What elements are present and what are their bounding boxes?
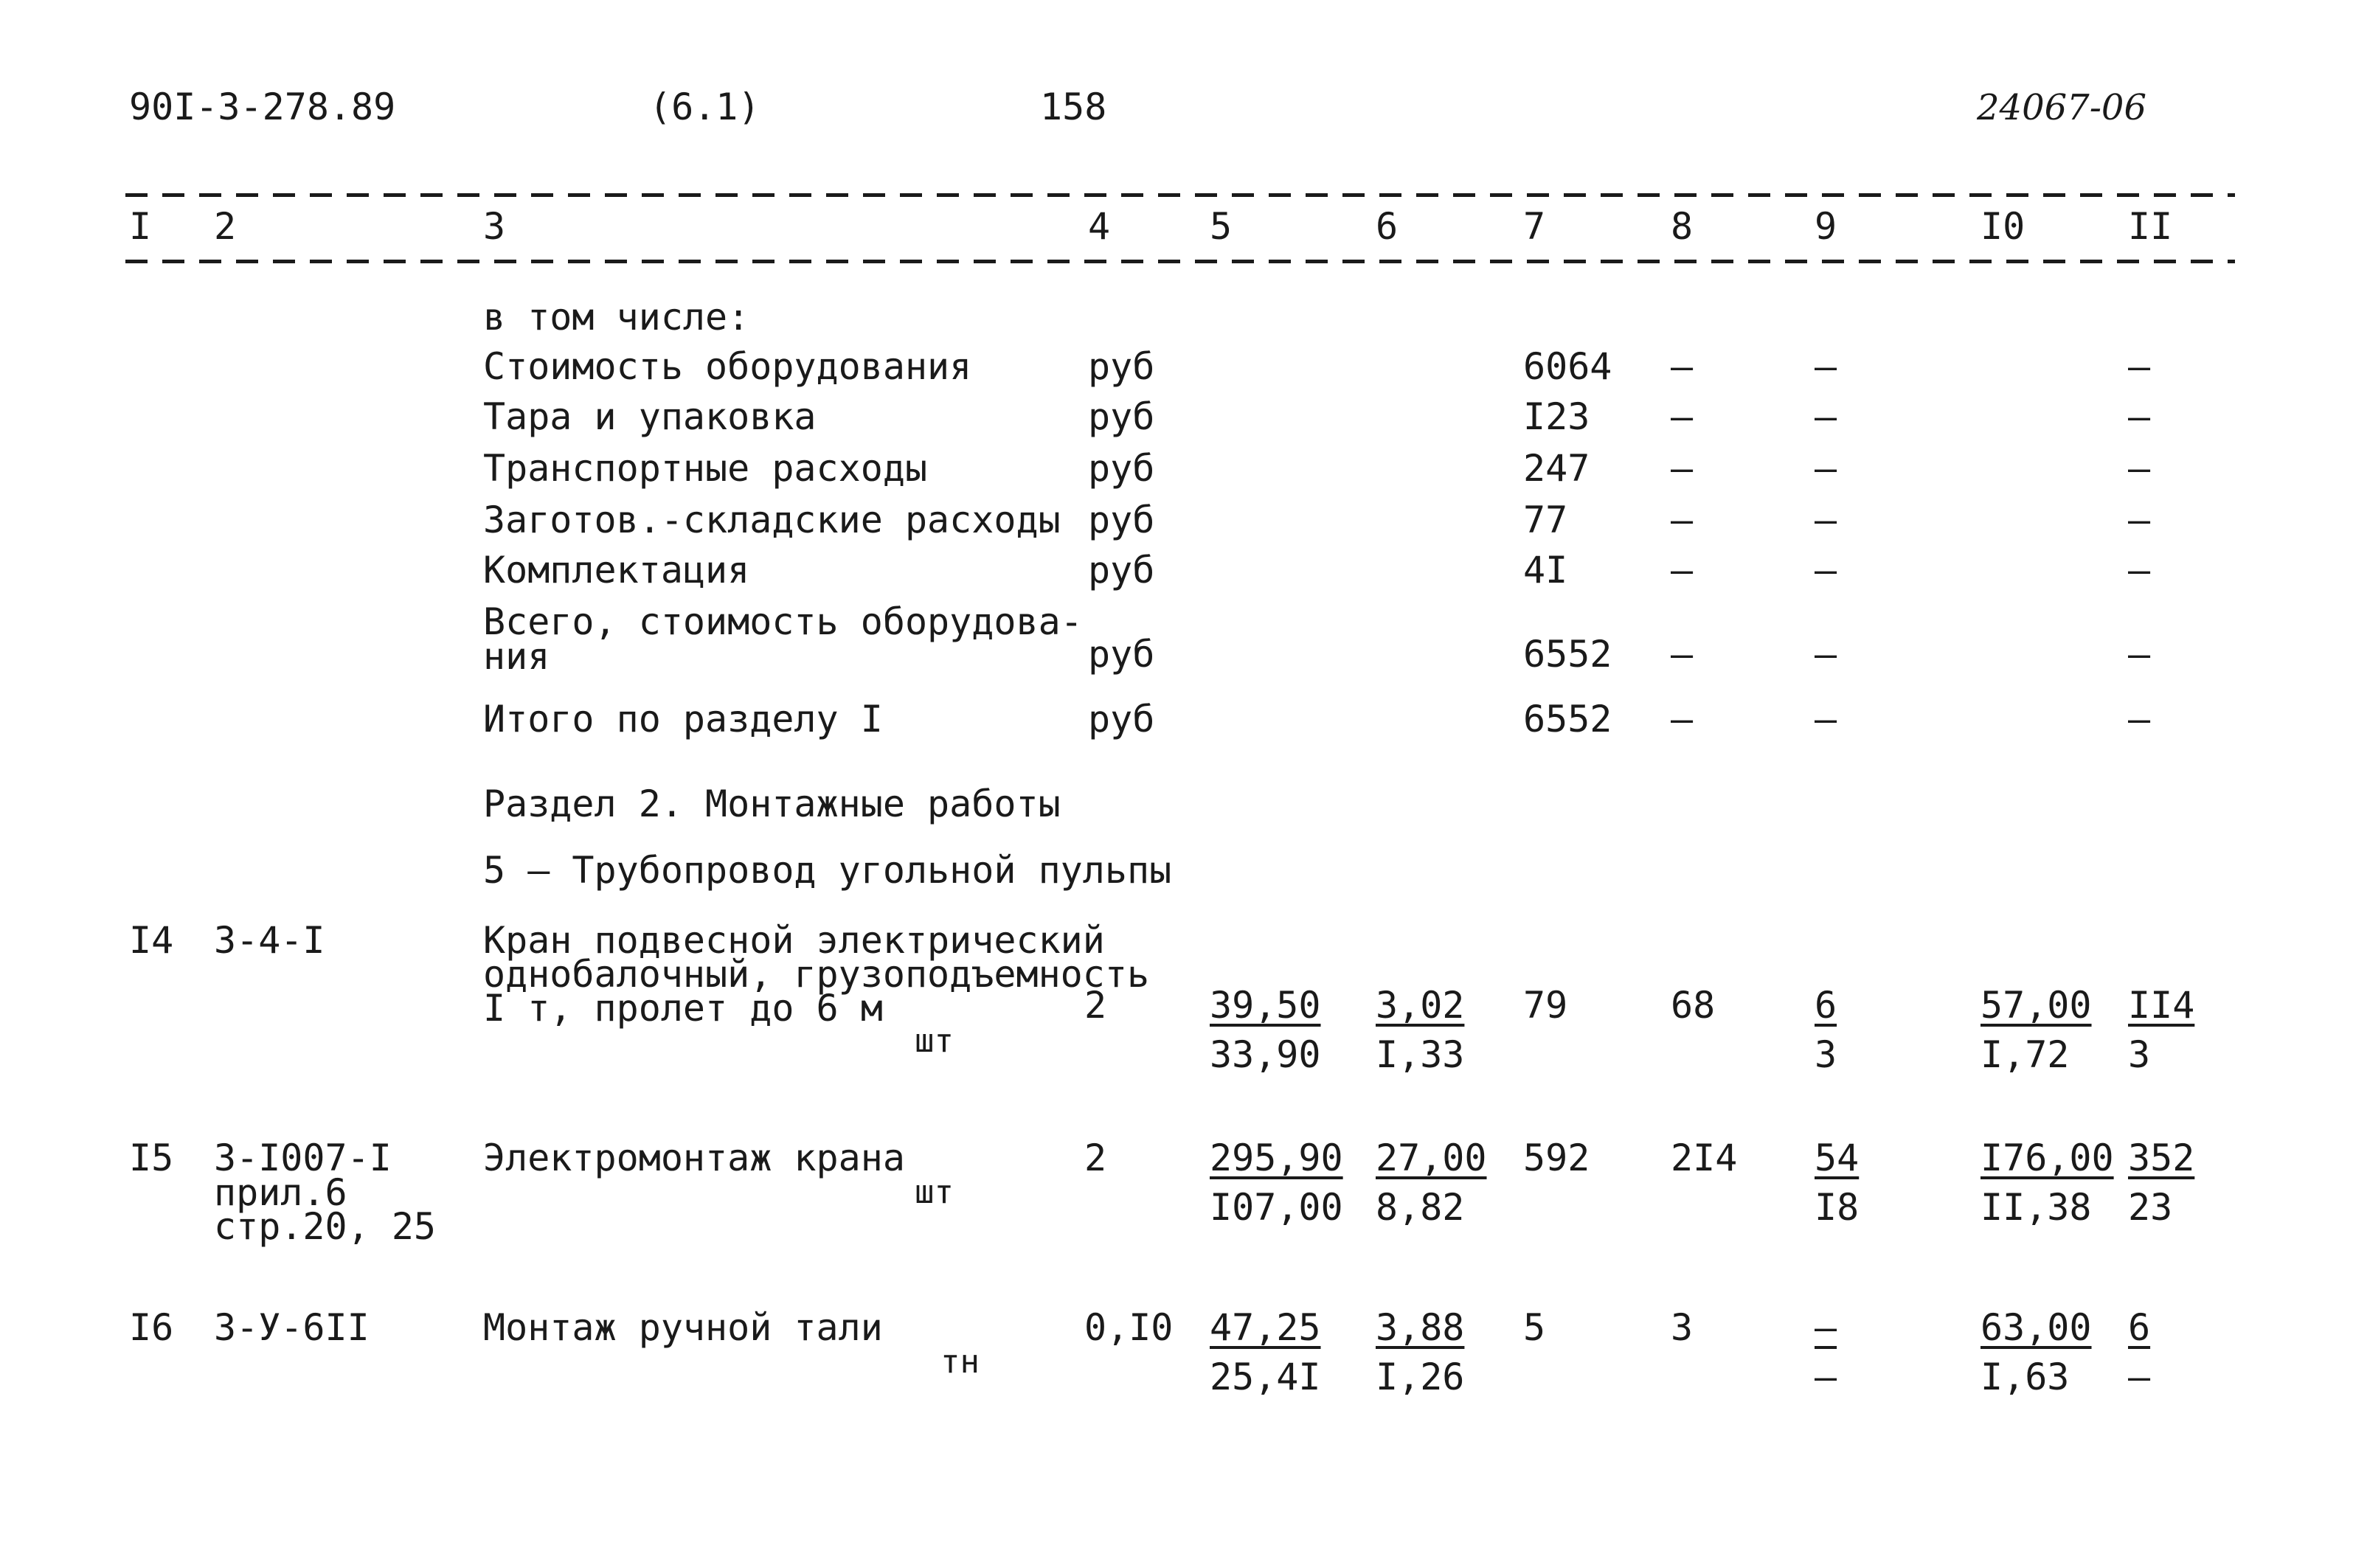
row-col9-top: – (1815, 1306, 1837, 1349)
col-header-6: 6 (1376, 205, 1399, 248)
row-col11-bottom: – (2128, 1356, 2151, 1398)
cost-item-col9: – (1815, 499, 1837, 541)
cost-item-col7: 77 (1523, 499, 1568, 541)
cost-item-unit: руб (1088, 345, 1155, 388)
col-header-11: II (2128, 205, 2173, 248)
section-total-col9: – (1815, 698, 1837, 740)
section-reference: (6.1) (649, 86, 760, 128)
section-2-title: Раздел 2. Монтажные работы (483, 783, 1061, 825)
row-code: 3-4-I (214, 919, 325, 962)
total-equipment-col11: – (2128, 633, 2151, 676)
row-col8: 3 (1671, 1306, 1694, 1349)
page-number: 158 (1040, 86, 1107, 128)
cost-item-name: Транспортные расходы (483, 447, 928, 490)
total-equipment-col9: – (1815, 633, 1837, 676)
row-col6-bottom: I,33 (1376, 1033, 1465, 1076)
cost-item-col9: – (1815, 345, 1837, 388)
handwritten-code: 24067-06 (1977, 87, 2146, 128)
document-code: 90I-3-278.89 (129, 86, 396, 128)
row-number: I5 (129, 1137, 174, 1179)
row-description: Электромонтаж крана (483, 1137, 905, 1179)
row-col5-bottom: 33,90 (1210, 1033, 1321, 1076)
row-description: Монтаж ручной тали (483, 1306, 883, 1349)
row-col11-bottom: 23 (2128, 1186, 2173, 1229)
cost-item-col8: – (1671, 345, 1694, 388)
row-unit: шт (915, 1022, 954, 1060)
row-code: 3-У-6II (214, 1306, 370, 1349)
section-total-label: Итого по разделу I (483, 698, 883, 740)
row-col10-bottom: I,72 (1981, 1033, 2070, 1076)
col-header-7: 7 (1523, 205, 1546, 248)
col-header-8: 8 (1671, 205, 1694, 248)
row-col7: 79 (1523, 984, 1568, 1027)
header-rule-top (125, 193, 2235, 197)
row-unit: тн (940, 1343, 980, 1381)
row-col11-bottom: 3 (2128, 1033, 2151, 1076)
col-header-4: 4 (1088, 205, 1111, 248)
row-col10-bottom: I,63 (1981, 1356, 2070, 1398)
header-rule-bottom (125, 260, 2235, 263)
row-unit: шт (915, 1173, 954, 1211)
cost-item-col8: – (1671, 447, 1694, 490)
row-col9-top: 6 (1815, 984, 1837, 1027)
cost-item-name: Тара и упаковка (483, 395, 817, 438)
row-col5-bottom: I07,00 (1210, 1186, 1343, 1229)
row-code-line3: стр.20, 25 (214, 1205, 437, 1248)
row-code-line1: 3-I007-I (214, 1137, 392, 1179)
total-equipment-col8: – (1671, 633, 1694, 676)
cost-item-col9: – (1815, 395, 1837, 438)
cost-item-col8: – (1671, 395, 1694, 438)
row-col6-top: 3,88 (1376, 1306, 1465, 1349)
col-header-1: I (129, 205, 152, 248)
section-total-col8: – (1671, 698, 1694, 740)
cost-intro: в том числе: (483, 296, 750, 339)
row-col5-top: 47,25 (1210, 1306, 1321, 1349)
section-total-unit: руб (1088, 698, 1155, 740)
cost-item-col11: – (2128, 499, 2151, 541)
row-col5-top: 295,90 (1210, 1137, 1343, 1179)
cost-item-unit: руб (1088, 447, 1155, 490)
cost-item-name: Заготов.-складские расходы (483, 499, 1061, 541)
total-equipment-unit: руб (1088, 633, 1155, 676)
row-description-line2: однобалочный, грузоподъемность (483, 953, 1150, 996)
row-col9-top: 54 (1815, 1137, 1860, 1179)
subsection-title: 5 – Трубопровод угольной пульпы (483, 849, 1172, 892)
section-total-col7: 6552 (1523, 698, 1612, 740)
row-quantity: 2 (1084, 1137, 1107, 1179)
row-quantity: 0,I0 (1084, 1306, 1174, 1349)
row-col11-top: 6 (2128, 1306, 2151, 1349)
total-equipment-label-line2: ния (483, 635, 550, 678)
cost-item-col7: 247 (1523, 447, 1590, 490)
row-col7: 5 (1523, 1306, 1546, 1349)
cost-item-col7: I23 (1523, 395, 1590, 438)
col-header-5: 5 (1210, 205, 1233, 248)
cost-item-col11: – (2128, 395, 2151, 438)
total-equipment-label-line1: Всего, стоимость оборудова- (483, 600, 1083, 643)
row-col5-bottom: 25,4I (1210, 1356, 1321, 1398)
cost-item-col7: 4I (1523, 549, 1568, 592)
cost-item-unit: руб (1088, 395, 1155, 438)
row-col10-top: 57,00 (1981, 984, 2092, 1027)
cost-item-col11: – (2128, 549, 2151, 592)
row-col9-bottom: – (1815, 1356, 1837, 1398)
row-code-line2: прил.6 (214, 1171, 347, 1214)
row-number: I4 (129, 919, 174, 962)
col-header-2: 2 (214, 205, 237, 248)
cost-item-col9: – (1815, 447, 1837, 490)
col-header-9: 9 (1815, 205, 1837, 248)
row-col8: 2I4 (1671, 1137, 1738, 1179)
row-col10-top: 63,00 (1981, 1306, 2092, 1349)
cost-item-unit: руб (1088, 549, 1155, 592)
cost-item-col7: 6064 (1523, 345, 1612, 388)
col-header-3: 3 (483, 205, 506, 248)
row-description-line1: Кран подвесной электрический (483, 919, 1105, 962)
cost-item-col8: – (1671, 549, 1694, 592)
cost-item-col11: – (2128, 345, 2151, 388)
total-equipment-col7: 6552 (1523, 633, 1612, 676)
cost-item-col9: – (1815, 549, 1837, 592)
row-col5-top: 39,50 (1210, 984, 1321, 1027)
row-col7: 592 (1523, 1137, 1590, 1179)
row-col9-bottom: 3 (1815, 1033, 1837, 1076)
row-col11-top: II4 (2128, 984, 2195, 1027)
row-description-line3: I т, пролет до 6 м (483, 987, 883, 1030)
cost-item-unit: руб (1088, 499, 1155, 541)
row-col8: 68 (1671, 984, 1716, 1027)
row-col11-top: 352 (2128, 1137, 2195, 1179)
row-col6-bottom: 8,82 (1376, 1186, 1465, 1229)
cost-item-name: Стоимость оборудования (483, 345, 972, 388)
section-total-col11: – (2128, 698, 2151, 740)
row-col6-top: 27,00 (1376, 1137, 1487, 1179)
row-col10-top: I76,00 (1981, 1137, 2114, 1179)
col-header-10: I0 (1981, 205, 2025, 248)
row-quantity: 2 (1084, 984, 1107, 1027)
cost-item-name: Комплектация (483, 549, 750, 592)
row-col10-bottom: II,38 (1981, 1186, 2092, 1229)
cost-item-col11: – (2128, 447, 2151, 490)
cost-item-col8: – (1671, 499, 1694, 541)
row-number: I6 (129, 1306, 174, 1349)
row-col9-bottom: I8 (1815, 1186, 1860, 1229)
row-col6-bottom: I,26 (1376, 1356, 1465, 1398)
row-col6-top: 3,02 (1376, 984, 1465, 1027)
